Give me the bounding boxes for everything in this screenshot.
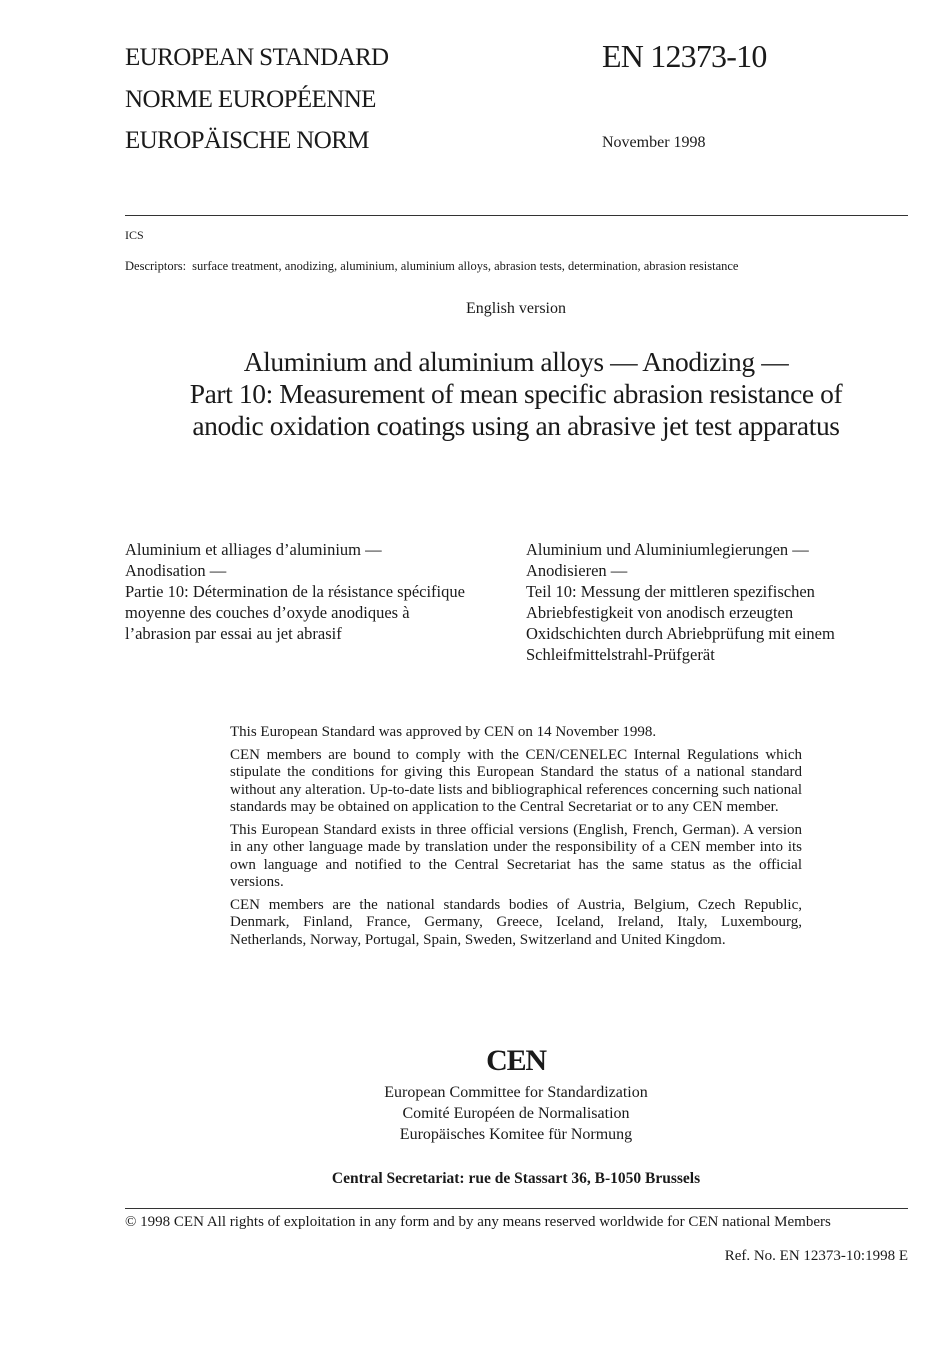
descriptors-label: Descriptors: <box>125 259 187 273</box>
approval-paragraph: This European Standard exists in three official versions (English, French, German). A version in any other language made by translation under the responsibility of a CEN member into its own language and notified to the Central Secretariat has the same status as the official versions. <box>230 821 802 890</box>
committee-name: Comité Européen de Normalisation <box>402 1105 630 1122</box>
title-german <box>526 539 835 665</box>
central-secretariat-address: Central Secretariat: rue de Stassart 36, B-1050 Brussels <box>331 1170 701 1187</box>
title-german-line: Teil 10: Messung der mittleren spezifischen <box>526 582 815 601</box>
approval-notice <box>230 724 802 954</box>
publication-date: November 1998 <box>602 134 706 151</box>
title-german-line: Schleifmittelstrahl-Prüfgerät <box>526 645 715 664</box>
committee-name: European Committee for Standardization <box>384 1084 648 1101</box>
committee-name: Europäisches Komitee für Normung <box>399 1126 633 1143</box>
standard-name-german: EUROPÄISCHE NORM <box>125 127 369 154</box>
standard-number: EN 12373-10 <box>602 38 767 74</box>
cen-committee-names <box>0 1082 950 1145</box>
approval-paragraph: CEN members are the national standards bodies of Austria, Belgium, Czech Republic, Denmark, Finland, France, Germany, Greece, Iceland, Ireland, Italy, Luxembourg, Netherlands, Norway, Portugal, Spain, Sweden, Switzerland and United Kingdom. <box>230 896 802 948</box>
approval-paragraph: This European Standard was approved by CEN on 14 November 1998. <box>230 724 657 740</box>
title-line: anodic oxidation coatings using an abrasive jet test apparatus <box>192 410 840 441</box>
title-german-line: Anodisieren — <box>526 561 628 580</box>
title-german-line: Aluminium und Aluminiumlegierungen — <box>526 540 809 559</box>
title-french-line: Partie 10: Détermination de la résistance spécifique <box>125 582 465 601</box>
title-line: Part 10: Measurement of mean specific abrasion resistance of <box>189 378 843 409</box>
title-french-line: Anodisation — <box>125 561 227 580</box>
reference-number: Ref. No. EN 12373-10:1998 E <box>724 1248 908 1264</box>
top-divider <box>125 215 908 216</box>
descriptors-line <box>125 259 738 274</box>
title-french-line: l’abrasion par essai au jet abrasif <box>125 624 342 643</box>
title-german-line: Abriebfestigkeit von anodisch erzeugten <box>526 603 794 622</box>
cen-logo: CEN <box>486 1044 546 1077</box>
standard-name-english: EUROPEAN STANDARD <box>125 44 389 71</box>
document-title <box>0 346 950 442</box>
descriptors-values: surface treatment, anodizing, aluminium, aluminium alloys, abrasion tests, determination, abrasion resistance <box>192 259 739 273</box>
ics-label: ICS <box>125 228 144 242</box>
title-french-line: moyenne des couches d’oxyde anodiques à <box>125 603 410 622</box>
title-french <box>125 539 465 644</box>
title-line: Aluminium and aluminium alloys — Anodizing — <box>243 346 789 377</box>
bottom-divider <box>125 1208 908 1209</box>
title-german-line: Oxidschichten durch Abriebprüfung mit einem <box>526 624 835 643</box>
language-version: English version <box>466 300 566 317</box>
approval-paragraph: CEN members are bound to comply with the CEN/CENELEC Internal Regulations which stipulate the conditions for giving this European Standard the status of a national standard without any alteration. Up-to-date lists and bibliographical references concerning such national standards may be obtained on application to the Central Secretariat or to any CEN member. <box>230 746 802 815</box>
standard-name-french: NORME EUROPÉENNE <box>125 86 376 113</box>
copyright-notice: © 1998 CEN All rights of exploitation in any form and by any means reserved worldwide for CEN national Members <box>125 1214 831 1230</box>
title-french-line: Aluminium et alliages d’aluminium — <box>125 540 382 559</box>
